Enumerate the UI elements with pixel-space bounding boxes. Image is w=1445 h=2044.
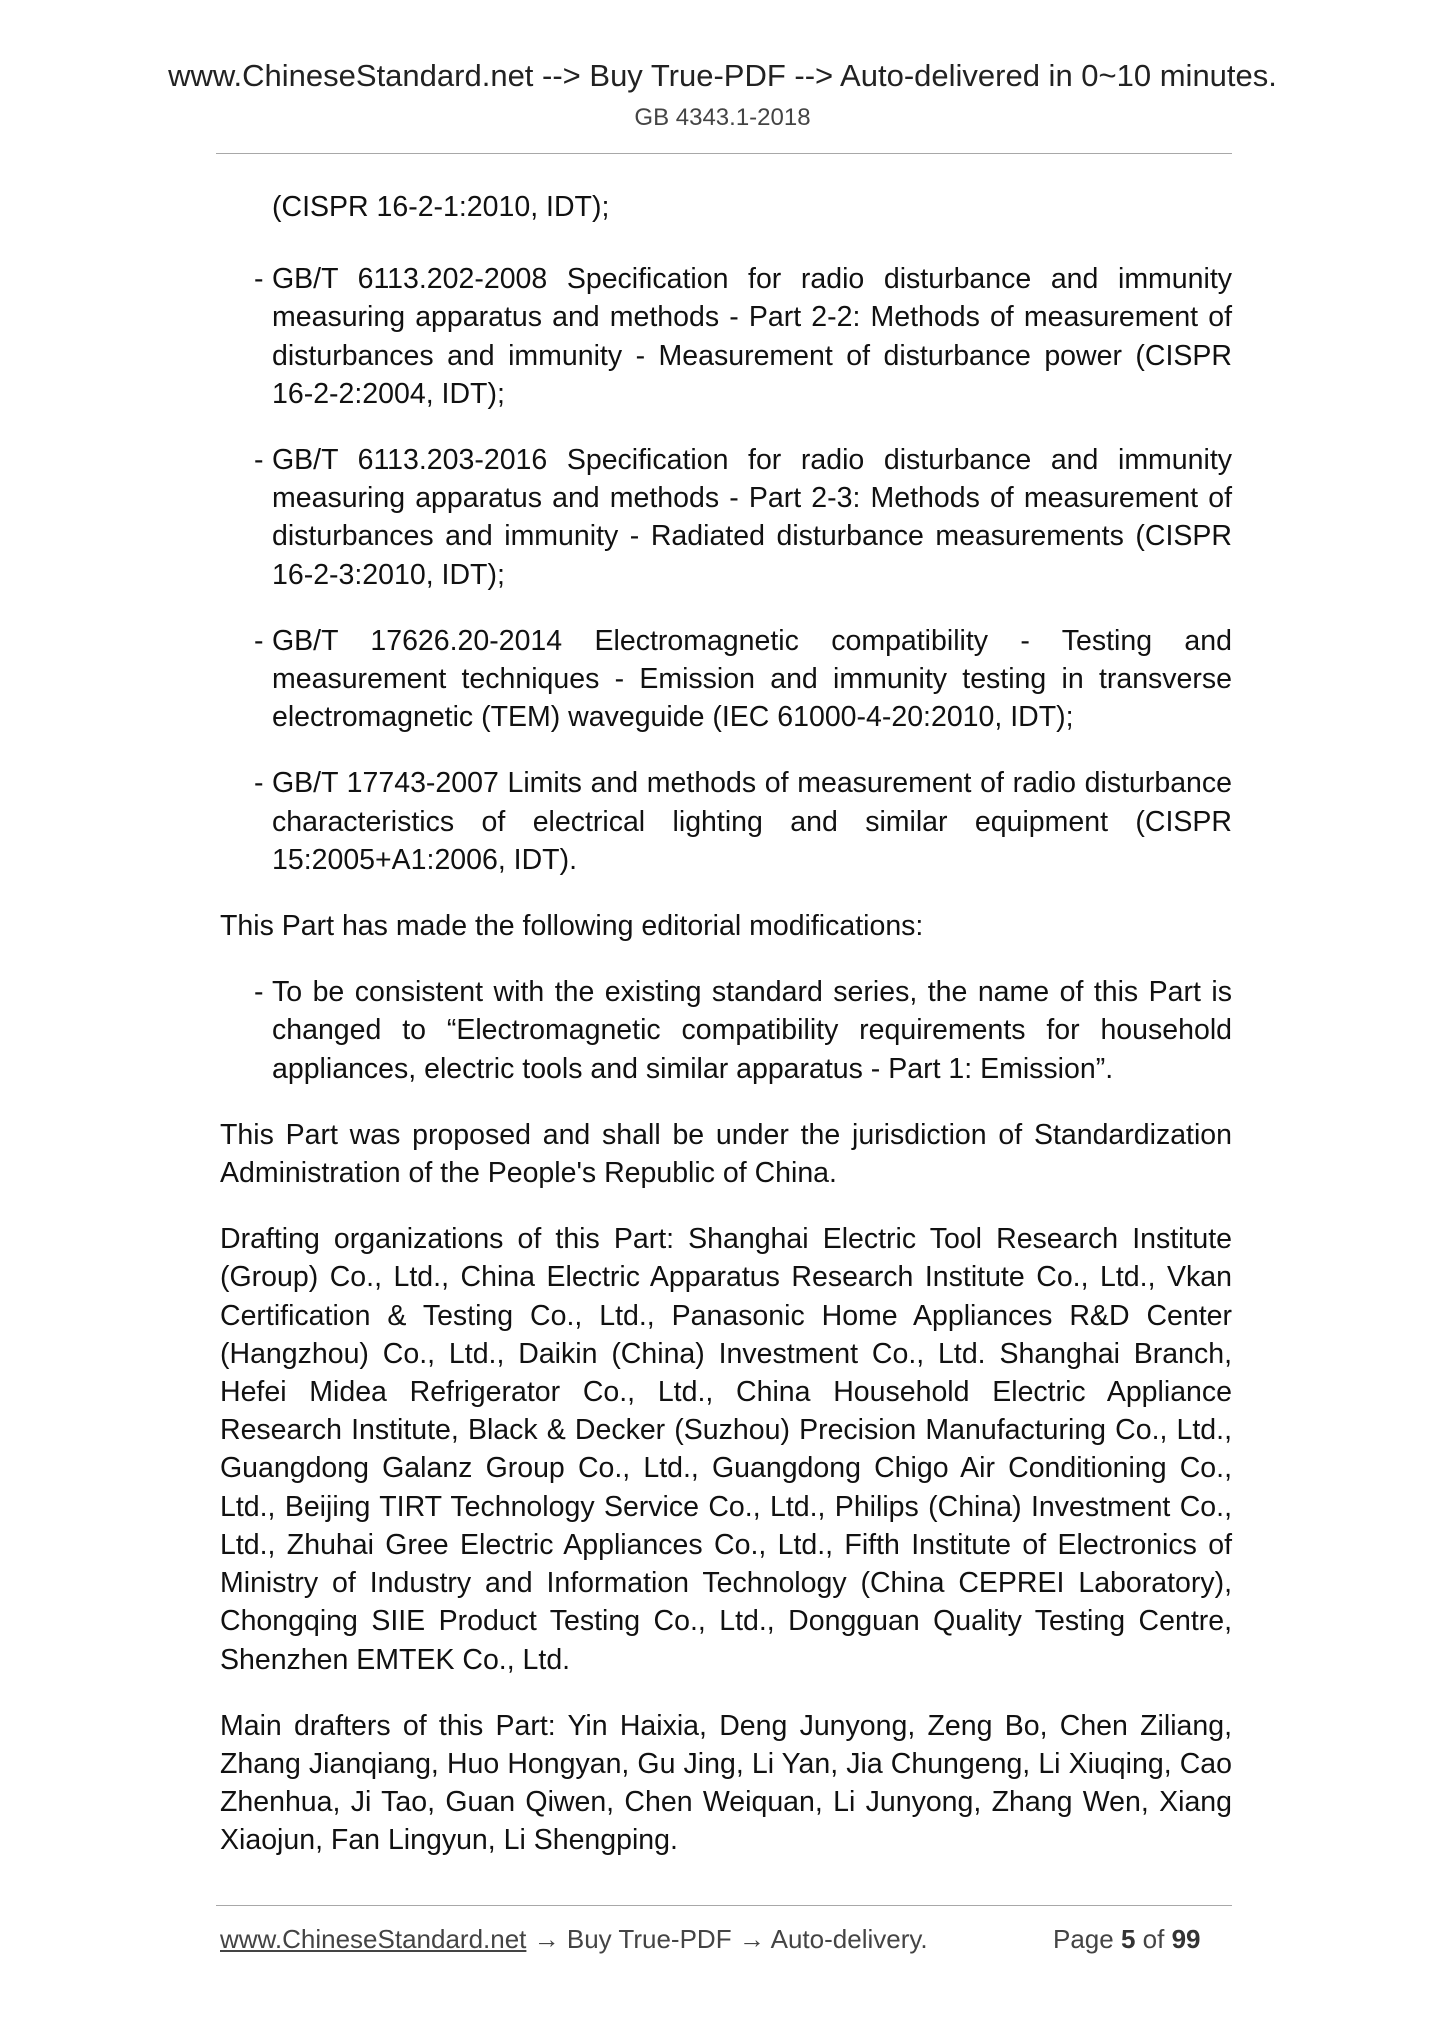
list-dash: -: [254, 263, 264, 296]
reference-list: [220, 260, 1232, 879]
reference-item: [220, 260, 1232, 413]
document-body: [220, 188, 1232, 1860]
delivery-text: Auto-delivery.: [770, 1924, 928, 1954]
footer-links: [220, 1923, 928, 1955]
list-dash: -: [254, 767, 264, 800]
drafting-organizations-paragraph: Drafting organizations of this Part: Shanghai Electric Tool Research Institute (Group) Co., Ltd., China Electric Apparatus Research Institute Co., Ltd., Vkan Certification & Testing Co., Ltd., Panasonic Home Appliances R&D Center (Hangzhou) Co., Ltd., Daikin (China) Investment Co., Ltd. Shanghai Branch, Hefei Midea Refrigerator Co., Ltd., China Household Electric Appliance Research Institute, Black & Decker (Suzhou) Precision Manufacturing Co., Ltd., Guangdong Galanz Group Co., Ltd., Guangdong Chigo Air Conditioning Co., Ltd., Beijing TIRT Technology Service Co., Ltd., Philips (China) Investment Co., Ltd., Zhuhai Gree Electric Appliances Co., Ltd., Fifth Institute of Electronics of Ministry of Industry and Information Technology (China CEPREI Laboratory), Chongqing SIIE Product Testing Co., Ltd., Dongguan Quality Testing Centre, Shenzhen EMTEK Co., Ltd.: [220, 1223, 1232, 1676]
site-link[interactable]: www.ChineseStandard.net: [220, 1924, 527, 1954]
editorial-intro: This Part has made the following editorial modifications:: [220, 910, 924, 943]
list-dash: -: [254, 444, 264, 477]
reference-item: [220, 764, 1232, 879]
footer-divider: [216, 1905, 1232, 1906]
reference-text: GB/T 6113.202-2008 Specification for radio disturbance and immunity measuring apparatus and methods - Part 2-2: Methods of measurement of disturbances and immunity - Measurement of disturbance power (CISPR 16-2-2:2004, IDT);: [272, 263, 1232, 410]
reference-text: GB/T 6113.203-2016 Specification for radio disturbance and immunity measuring apparatus and methods - Part 2-3: Methods of measurement of disturbances and immunity - Radiated disturbance measurements (CISPR 16-2-3:2010, IDT);: [272, 444, 1232, 591]
jurisdiction-paragraph: This Part was proposed and shall be under the jurisdiction of Standardization Administration of the People's Republic of China.: [220, 1118, 1232, 1190]
page-of: of: [1142, 1924, 1165, 1954]
standard-code: GB 4343.1-2018: [634, 104, 811, 131]
arrow-right-icon: →: [533, 1924, 560, 1954]
page-current: 5: [1120, 1924, 1136, 1954]
reference-item: [220, 441, 1232, 594]
reference-item: [220, 622, 1232, 737]
page-label: Page: [1053, 1924, 1114, 1954]
list-dash: -: [254, 624, 264, 657]
page-total: 99: [1171, 1924, 1201, 1954]
buy-text: Buy True-PDF: [566, 1924, 732, 1954]
continuation-line: (CISPR 16-2-1:2010, IDT);: [272, 191, 610, 223]
header-divider: [216, 153, 1232, 154]
reference-text: GB/T 17743-2007 Limits and methods of measurement of radio disturbance characteristics of electrical lighting and similar equipment (CISPR 15:2005+A1:2006, IDT).: [272, 767, 1232, 876]
main-drafters-paragraph: Main drafters of this Part: Yin Haixia, Deng Junyong, Zeng Bo, Chen Ziliang, Zhang Jianqiang, Huo Hongyan, Gu Jing, Li Yan, Jia Chungeng, Li Xiuqing, Cao Zhenhua, Ji Tao, Guan Qiwen, Chen Weiquan, Li Junyong, Zhang Wen, Xiang Xiaojun, Fan Lingyun, Li Shengping.: [220, 1709, 1232, 1857]
editorial-item: [220, 973, 1232, 1088]
page-number: [1053, 1923, 1201, 1955]
list-dash: -: [254, 976, 264, 1009]
reference-text: GB/T 17626.20-2014 Electromagnetic compatibility - Testing and measurement techniques - Emission and immunity testing in transverse electromagnetic (TEM) waveguide (IEC 61000-4-20:2010, IDT);: [272, 624, 1232, 734]
header-banner: www.ChineseStandard.net --> Buy True-PDF --> Auto-delivered in 0~10 minutes.: [168, 58, 1277, 93]
arrow-right-icon: →: [738, 1924, 765, 1954]
editorial-text: To be consistent with the existing standard series, the name of this Part is changed to “Electromagnetic compatibility requirements for household appliances, electric tools and similar apparatus - Part 1: Emission”.: [272, 976, 1232, 1085]
